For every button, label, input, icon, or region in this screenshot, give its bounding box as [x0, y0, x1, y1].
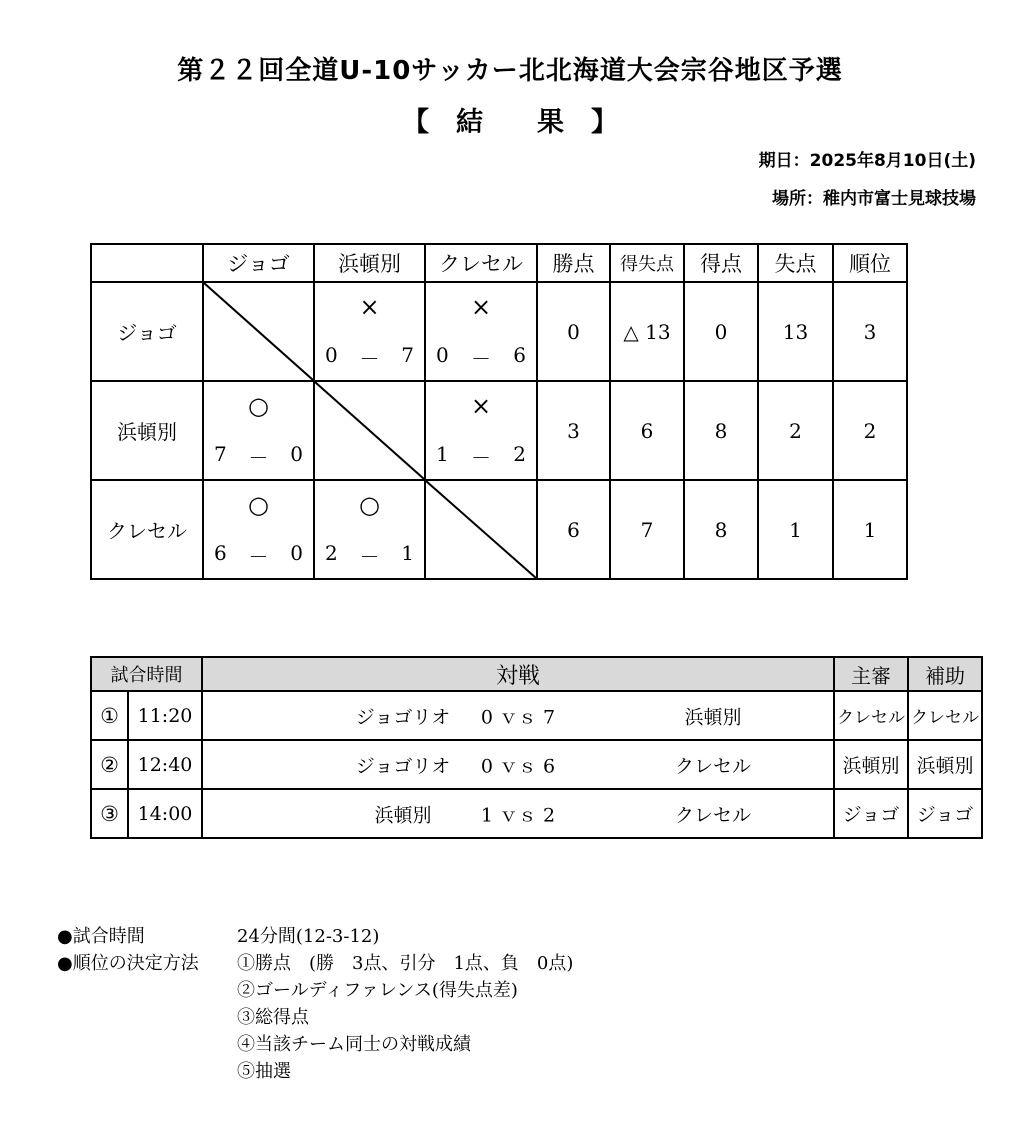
- self-match-cell: [314, 381, 425, 480]
- event-venue: 場所：稚内市富士見球技場: [772, 189, 976, 209]
- result-cell: [314, 480, 425, 579]
- score-against: 2: [513, 442, 526, 466]
- result-cell: [203, 480, 314, 579]
- assistant: クレセル: [908, 691, 982, 740]
- match-cell: [202, 691, 834, 740]
- match-number: ③: [91, 789, 128, 838]
- match-score: 1 ｖｓ 2: [480, 804, 556, 826]
- note-ranking: [57, 950, 573, 1085]
- match-row: [91, 740, 982, 789]
- ranking-methods: [237, 950, 573, 1085]
- rank-cell: 2: [833, 381, 907, 480]
- ranking-method: ⑤抽選: [237, 1061, 291, 1082]
- ranking-method: ④当該チーム同士の対戦成績: [237, 1034, 471, 1055]
- note-match-time: [57, 923, 573, 950]
- schedule-header-row: [91, 657, 982, 691]
- goals-against-cell: 2: [758, 381, 833, 480]
- loss-mark: ×: [470, 293, 492, 321]
- home-team: 浜頓別: [374, 804, 432, 826]
- assistant: ジョゴ: [908, 789, 982, 838]
- rank-cell: 3: [833, 282, 907, 381]
- ranking-method: ③総得点: [237, 1007, 309, 1028]
- goals-for-cell: 0: [684, 282, 758, 381]
- note-label: ●試合時間: [57, 926, 145, 947]
- league-table: [90, 243, 908, 580]
- match-time: 11:20: [128, 691, 202, 740]
- score-for: 0: [325, 343, 338, 367]
- header-match: 対戦: [202, 657, 834, 691]
- header-referee: 主審: [834, 657, 908, 691]
- score-dash: －: [248, 446, 269, 470]
- page-title: 第２２回全道U-10サッカー北北海道大会宗谷地区予選: [177, 56, 843, 86]
- referee: ジョゴ: [834, 789, 908, 838]
- points-cell: 6: [537, 480, 610, 579]
- match-cell: [202, 789, 834, 838]
- score-against: 7: [401, 343, 414, 367]
- league-row: [91, 381, 907, 480]
- header-assistant: 補助: [908, 657, 982, 691]
- team-name: ジョゴ: [91, 282, 203, 381]
- self-match-cell: [425, 480, 537, 579]
- score-for: 7: [214, 442, 227, 466]
- score-dash: －: [359, 545, 380, 569]
- note-value: 24分間(12-3-12): [237, 926, 380, 947]
- away-team: クレセル: [674, 804, 751, 826]
- score-for: 6: [214, 541, 227, 565]
- away-team: クレセル: [674, 755, 751, 777]
- win-mark: ○: [248, 392, 269, 420]
- league-row: [91, 480, 907, 579]
- league-row: [91, 282, 907, 381]
- self-match-cell: [203, 282, 314, 381]
- score-for: 0: [436, 343, 449, 367]
- match-time: 12:40: [128, 740, 202, 789]
- score-for: 2: [325, 541, 338, 565]
- loss-mark: ×: [359, 293, 380, 321]
- notes-section: [57, 923, 573, 1085]
- score-dash: －: [471, 446, 491, 470]
- event-date: 期日：2025年8月10日(土): [758, 151, 976, 171]
- col-header: クレセル: [425, 244, 537, 282]
- ranking-method: ①勝点 (勝 3点、引分 1点、負 0点): [237, 953, 574, 974]
- result-cell: [425, 381, 537, 480]
- score-dash: －: [248, 545, 269, 569]
- league-header-row: [91, 244, 907, 282]
- assistant: 浜頓別: [908, 740, 982, 789]
- match-row: [91, 789, 982, 838]
- match-score: 0 ｖｓ 7: [480, 706, 556, 728]
- league-corner-cell: [91, 244, 203, 282]
- win-mark: ○: [248, 491, 269, 519]
- match-row: [91, 691, 982, 740]
- col-header: 得点: [684, 244, 758, 282]
- score-against: 0: [290, 442, 303, 466]
- col-header: 浜頓別: [314, 244, 425, 282]
- score-for: 1: [436, 442, 449, 466]
- col-header: ジョゴ: [203, 244, 314, 282]
- goals-against-cell: 13: [758, 282, 833, 381]
- col-header: 失点: [758, 244, 833, 282]
- points-cell: 3: [537, 381, 610, 480]
- team-name: 浜頓別: [91, 381, 203, 480]
- score-against: 1: [401, 541, 414, 565]
- col-header: 得失点: [610, 244, 684, 282]
- goals-against-cell: 1: [758, 480, 833, 579]
- match-time: 14:00: [128, 789, 202, 838]
- goal-diff-cell: △ 13: [610, 282, 684, 381]
- goal-diff-cell: 7: [610, 480, 684, 579]
- goals-for-cell: 8: [684, 381, 758, 480]
- note-label: ●順位の決定方法: [57, 953, 199, 974]
- goal-diff-cell: 6: [610, 381, 684, 480]
- score-dash: －: [471, 347, 491, 371]
- score-dash: －: [359, 347, 380, 371]
- points-cell: 0: [537, 282, 610, 381]
- win-mark: ○: [359, 491, 380, 519]
- result-cell: [314, 282, 425, 381]
- header-time: 試合時間: [91, 657, 202, 691]
- match-number: ①: [91, 691, 128, 740]
- referee: 浜頓別: [834, 740, 908, 789]
- match-number: ②: [91, 740, 128, 789]
- referee: クレセル: [834, 691, 908, 740]
- away-team: 浜頓別: [684, 706, 742, 728]
- match-schedule-table: [90, 656, 983, 839]
- score-against: 6: [513, 343, 526, 367]
- loss-mark: ×: [470, 392, 492, 420]
- match-cell: [202, 740, 834, 789]
- home-team: ジョゴリオ: [355, 706, 451, 728]
- score-against: 0: [290, 541, 303, 565]
- rank-cell: 1: [833, 480, 907, 579]
- ranking-method: ②ゴールディファレンス(得失点差): [237, 980, 518, 1001]
- match-score: 0 ｖｓ 6: [480, 755, 556, 777]
- page-subtitle: 【 結 果 】: [402, 107, 618, 138]
- home-team: ジョゴリオ: [355, 755, 451, 777]
- result-cell: [425, 282, 537, 381]
- col-header: 勝点: [537, 244, 610, 282]
- team-name: クレセル: [91, 480, 203, 579]
- col-header: 順位: [833, 244, 907, 282]
- goals-for-cell: 8: [684, 480, 758, 579]
- result-cell: [203, 381, 314, 480]
